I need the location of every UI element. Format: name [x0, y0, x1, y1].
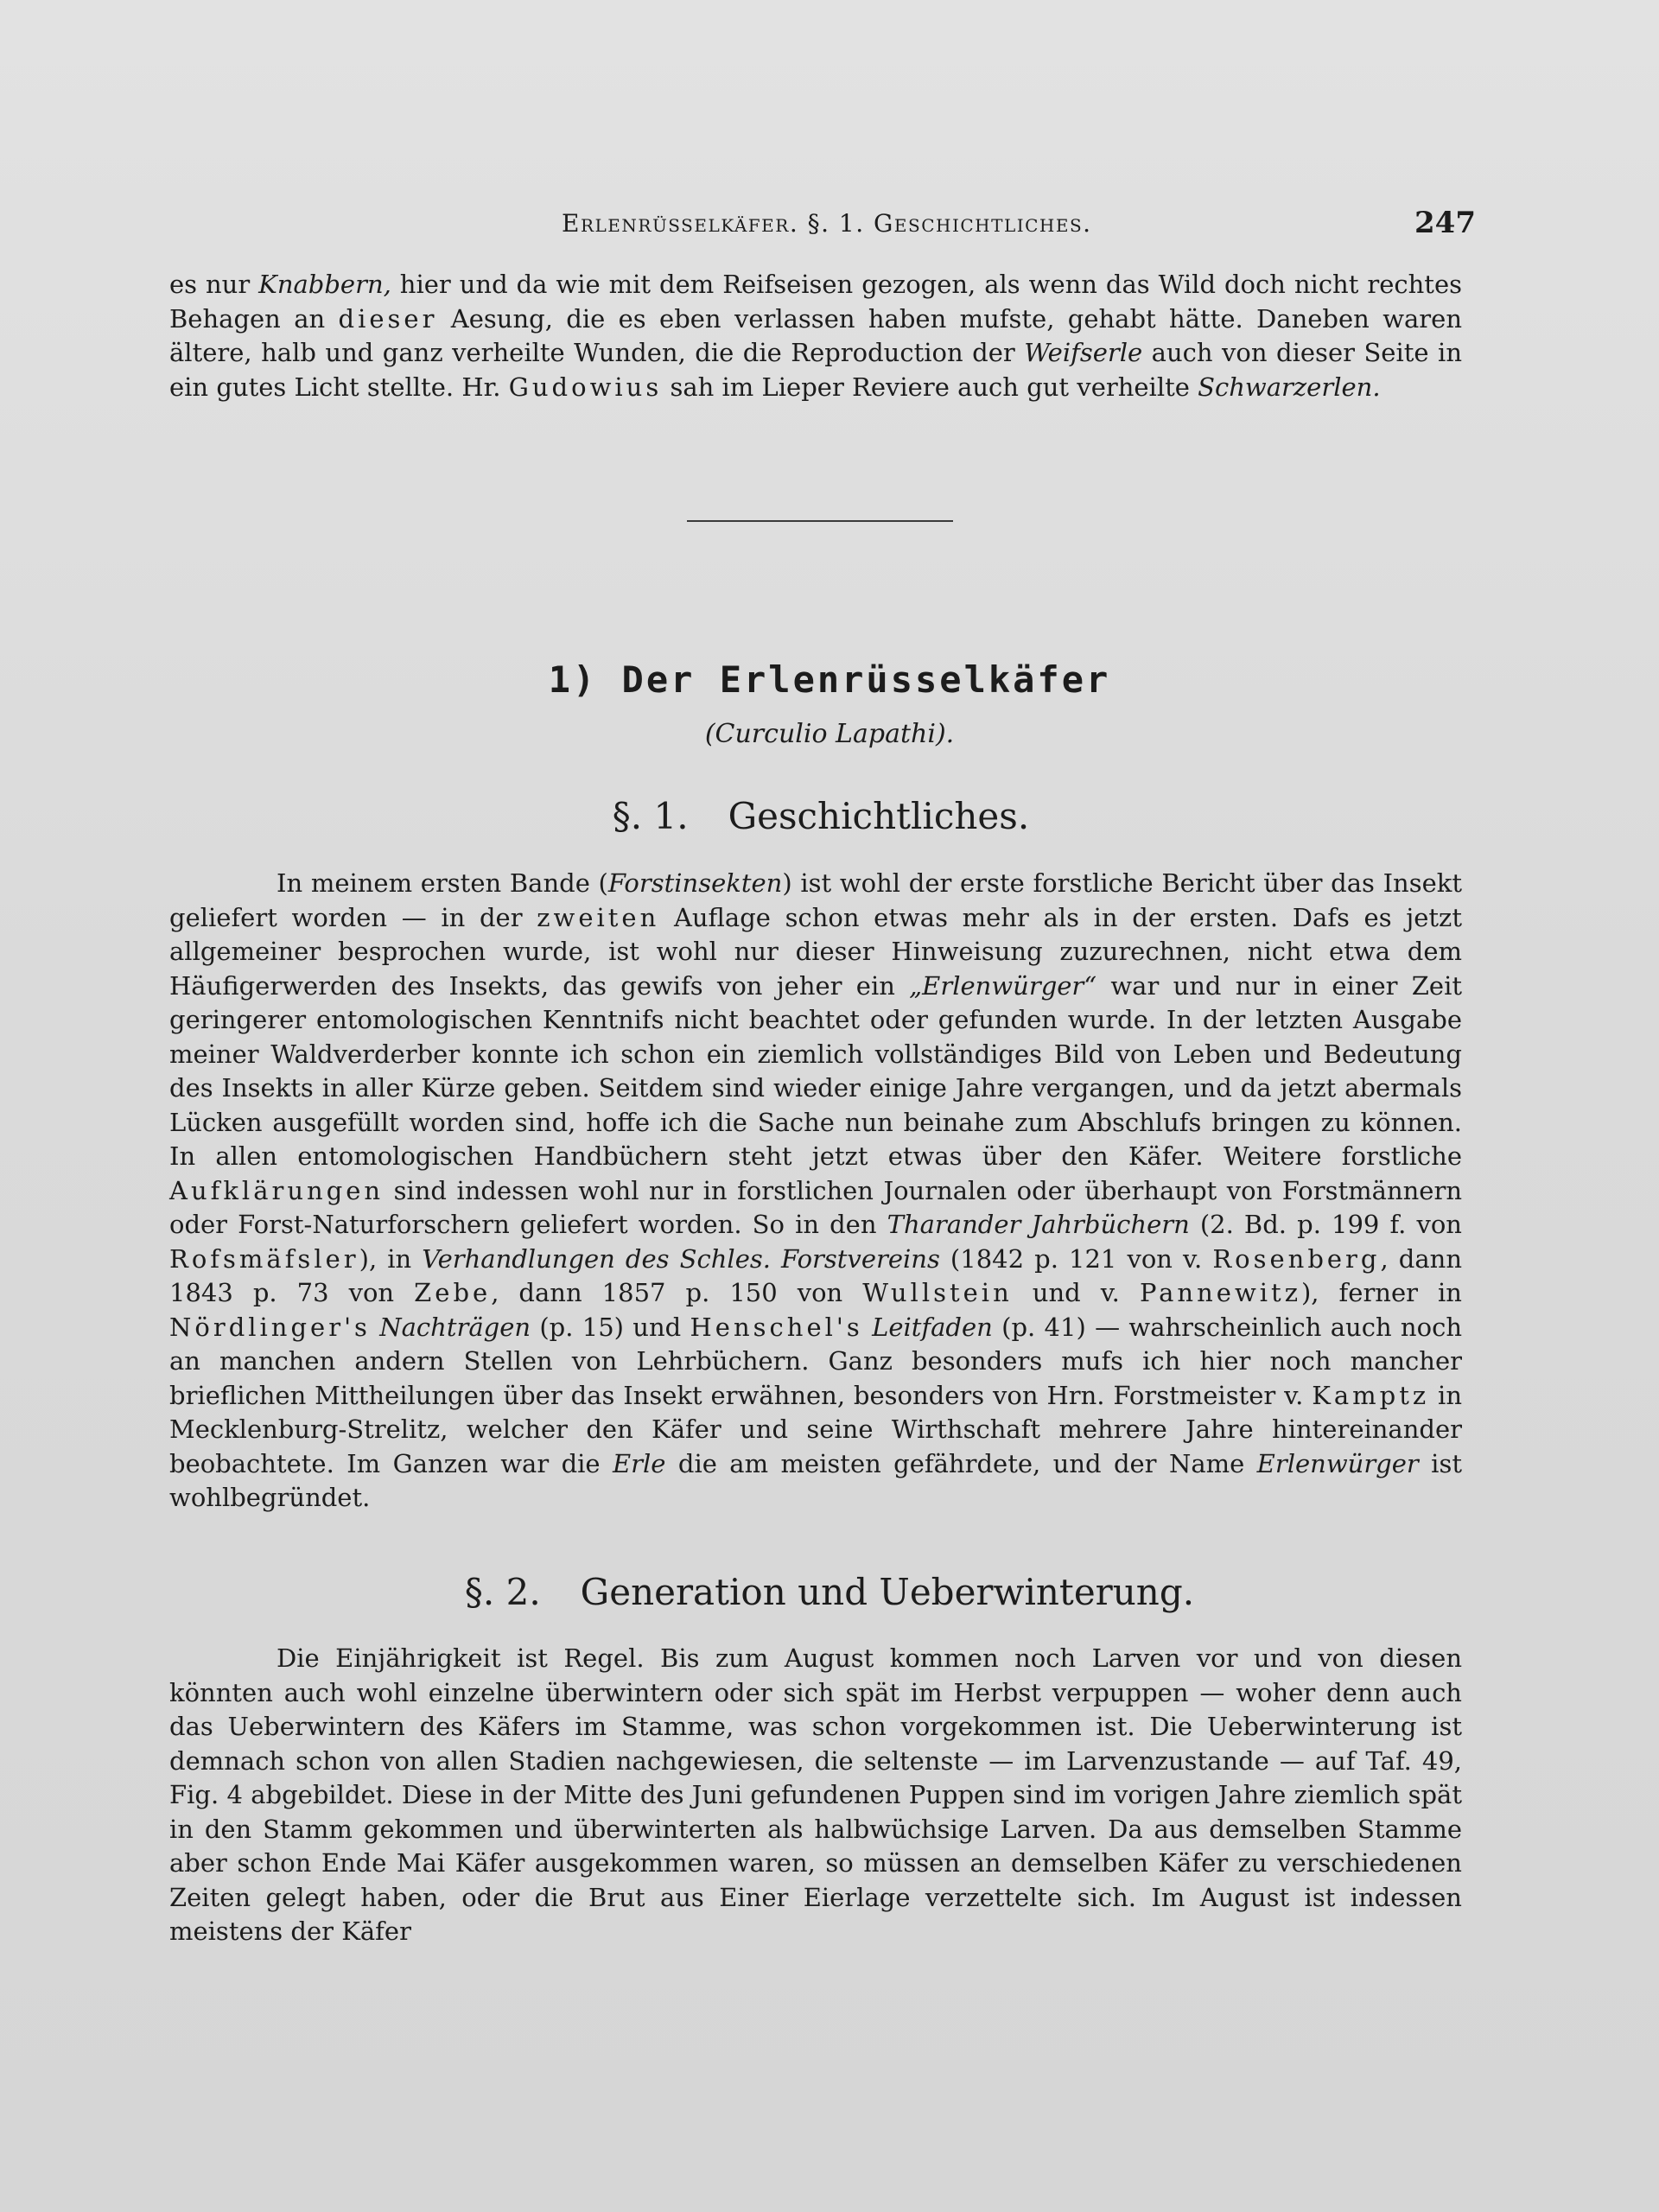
section-1-paragraph — [169, 867, 1462, 1516]
text-run: es nur — [169, 270, 259, 299]
spaced-word: zweiten — [537, 902, 660, 932]
text-run: (p. 41) — wahrscheinlich auch noch an manchen andern Stellen von Lehrbüchern. Ganz besonders mufs ich hier noch mancher brieflichen Mittheilungen über das Insekt erwähnen, besonders von Hrn. Forstmeister v. — [169, 1312, 1462, 1410]
running-title: Erlenrüsselkäfer. §. 1. Geschichtliches. — [562, 209, 1092, 238]
section-number: §. 1. — [612, 795, 689, 837]
text-run: sind indessen wohl nur in forstlichen Journalen oder überhaupt von Forstmännern oder Forst-Naturforschern geliefert worden. So in den — [169, 1175, 1462, 1239]
spaced-name: Pannewitz — [1139, 1278, 1301, 1307]
text-run: ), in — [359, 1243, 423, 1274]
section-title: Generation und Ueberwinterung. — [580, 1571, 1195, 1613]
italic-term: Nachträgen — [379, 1312, 531, 1342]
text-run — [371, 1313, 379, 1342]
chapter-subtitle — [0, 719, 1659, 749]
italic-term: Verhandlungen des Schles. Forstvereins — [422, 1243, 940, 1274]
section-1-heading — [0, 795, 1650, 837]
text-run: ist wohlbegründet. — [169, 1448, 1462, 1512]
text-run: Aesung, die es eben verlassen haben mufste, gehabt hätte. Daneben waren ältere, halb und ganz verheilte Wunden, die die Reproduction der — [169, 303, 1463, 367]
spaced-name: Zebe — [414, 1278, 492, 1307]
spaced-word: Aufklärungen — [169, 1175, 385, 1205]
italic-term: Erlenwürger — [1256, 1448, 1419, 1478]
spaced-name: Kamptz — [1312, 1380, 1430, 1410]
text-run: In meinem ersten Bande ( — [276, 868, 608, 898]
section-2-heading — [0, 1571, 1659, 1613]
page-header — [173, 206, 1476, 244]
spaced-name: Wullstein — [862, 1278, 1013, 1307]
text-run: (2. Bd. p. 199 f. von — [1189, 1210, 1462, 1239]
spaced-name: Rosenberg — [1212, 1243, 1381, 1274]
text-run: , dann 1857 p. 150 von — [491, 1278, 863, 1307]
text-run: war und nur in einer Zeit geringerer entomologischen Kenntnifs nicht beachtet oder gefunden wurde. In der letzten Ausgabe meiner Waldverderber konnte ich schon ein ziemlich vollständiges Bild von Leben und Bedeutung des Insekts in aller Kürze geben. Seitdem sind wieder einige Jahre vergangen, und da jetzt abermals Lücken ausgefüllt worden sind, hoffe ich die Sache nun beinahe zum Abschlufs bringen zu können. In allen entomologischen Handbüchern steht jetzt etwas über den Käfer. Weitere forstliche — [169, 970, 1462, 1171]
chapter-title: 1) Der Erlenrüsselkäfer — [548, 658, 1111, 701]
paren-close: ). — [935, 719, 955, 749]
spaced-name: Henschel's — [690, 1312, 863, 1342]
spaced-word: dieser — [338, 303, 438, 334]
text-run: Auflage schon etwas mehr als in der ersten. Dafs es jetzt allgemeiner besprochen wurde, ist wohl nur dieser Hinweisung zuzurechnen, nicht etwa dem Häufigerwerden des Insekts, das gewifs von jeher ein — [169, 902, 1462, 1001]
text-run: , dann 1843 p. 73 von — [169, 1243, 1462, 1307]
text-run: (1842 p. 121 von v. — [939, 1243, 1213, 1274]
species-name: Curculio Lapathi — [715, 719, 936, 749]
text-run: in Mecklenburg-Strelitz, welcher den Käfer und seine Wirthschaft mehrere Jahre hintereinander beobachtete. Im Ganzen war die — [169, 1380, 1462, 1478]
intro-paragraph — [169, 268, 1462, 404]
italic-term: Tharander Jahrbüchern — [887, 1210, 1190, 1239]
italic-term: Leitfaden — [872, 1312, 993, 1342]
section-2-text: Die Einjährigkeit ist Regel. Bis zum August kommen noch Larven vor und von diesen könnten auch wohl einzelne überwintern oder sich spät im Herbst verpuppen — woher denn auch das Ueberwintern des Käfers im Stamme, was schon vorgekommen ist. Die Ueberwinterung ist demnach schon von allen Stadien nachgewiesen, die seltenste — im Larvenzustande — auf Taf. 49, Fig. 4 abgebildet. Diese in der Mitte des Juni gefundenen Puppen sind im vorigen Jahre ziemlich spät in den Stamm gekommen und überwinterten als halbwüchsige Larven. Da aus demselben Stamme aber schon Ende Mai Käfer ausgekommen waren, so müssen an demselben Käfer zu verschiedenen Zeiten gelegt haben, oder die Brut aus Einer Eierlage verzettelte sich. Im August ist indessen meistens der Käfer — [169, 1643, 1462, 1946]
page-number: 247 — [1414, 206, 1476, 240]
spaced-name: Nördlinger's — [169, 1312, 371, 1342]
spaced-name: Rofsmäfsler — [169, 1243, 359, 1274]
italic-term: Weifserle — [1024, 338, 1143, 367]
text-run — [863, 1313, 872, 1342]
text-run: ), ferner in — [1300, 1278, 1462, 1307]
text-run: (p. 15) und — [531, 1312, 690, 1342]
italic-term: Schwarzerlen. — [1198, 372, 1381, 402]
text-run: auch von dieser Seite in ein gutes Licht stellte. Hr. — [169, 338, 1462, 402]
text-run: die am meisten gefährdete, und der Name — [665, 1448, 1257, 1478]
section-2-paragraph — [169, 1642, 1462, 1949]
text-run: sah im Lieper Reviere auch gut verheilte — [662, 372, 1198, 402]
italic-term: „Erlenwürger“ — [909, 970, 1097, 1001]
italic-term: Forstinsekten — [607, 868, 783, 898]
section-title: Geschichtliches. — [728, 795, 1030, 837]
text-run: hier und da wie mit dem Reifseisen gezogen, als wenn das Wild doch nicht rechtes Behagen an — [169, 270, 1462, 334]
italic-term: Knabbern, — [258, 270, 391, 299]
intro-text — [169, 268, 1462, 404]
italic-term: Erle — [613, 1448, 666, 1478]
section-1-text — [169, 867, 1462, 1516]
text-run: und v. — [1012, 1278, 1140, 1307]
spaced-name: Gudowius — [508, 372, 663, 402]
paren-open: ( — [704, 719, 715, 749]
divider-rule — [687, 520, 953, 522]
section-number: §. 2. — [464, 1571, 541, 1613]
text-run: ) ist wohl der erste forstliche Bericht über das Insekt geliefert worden — in der — [169, 868, 1462, 932]
